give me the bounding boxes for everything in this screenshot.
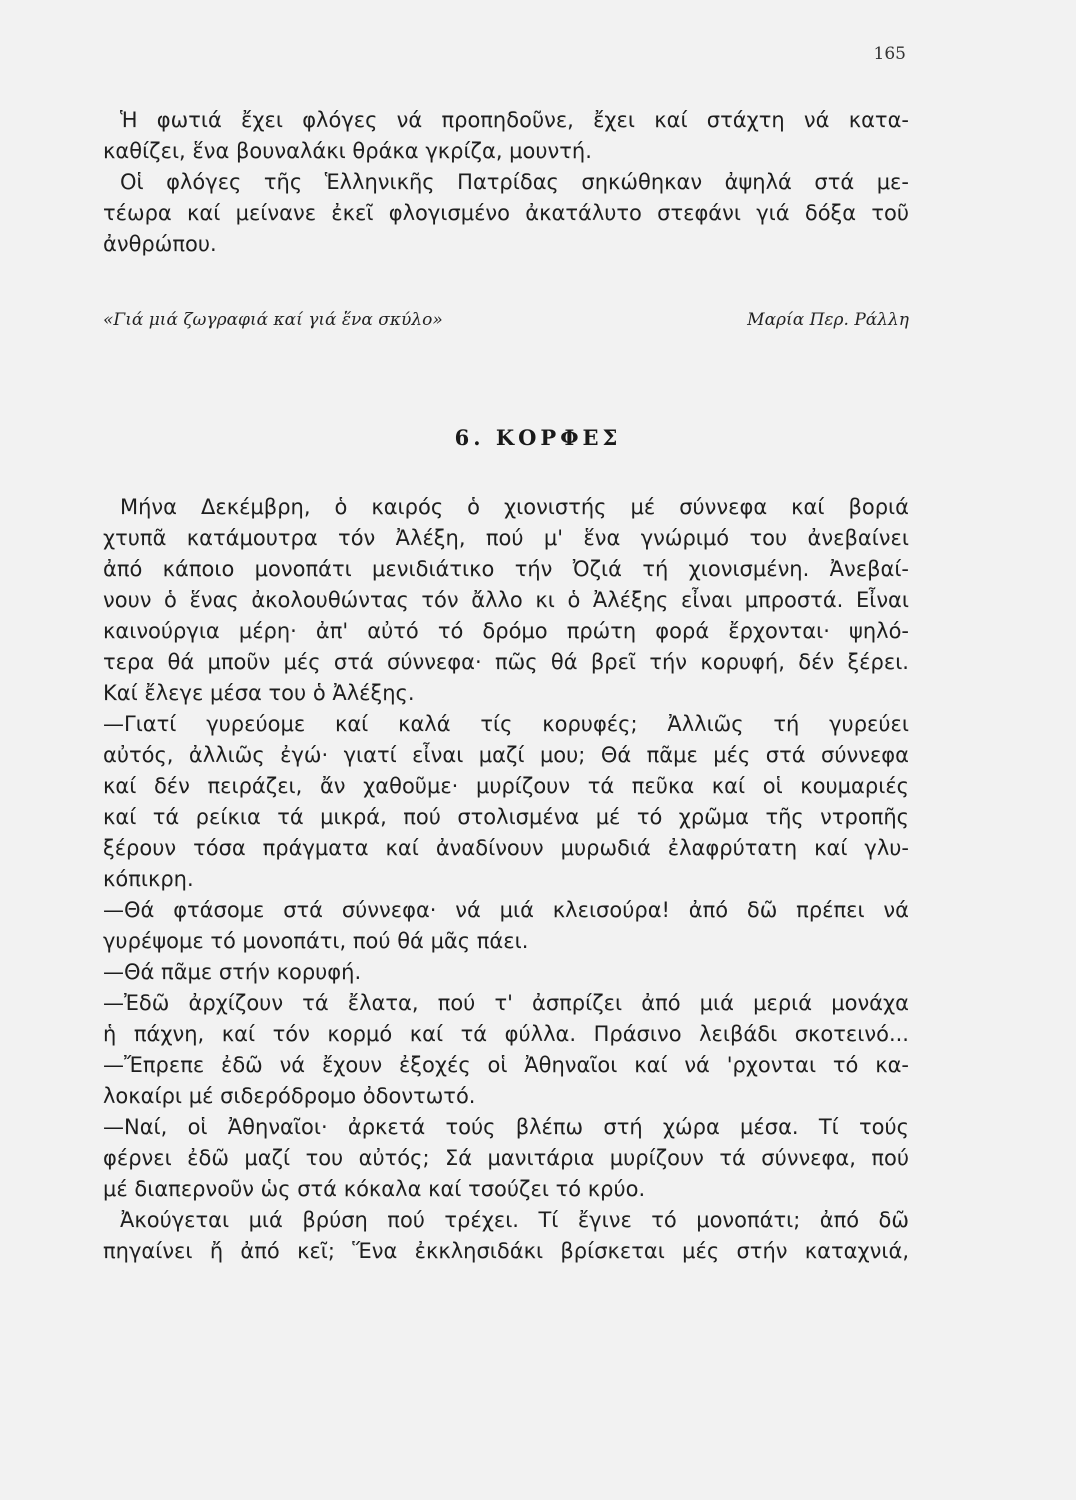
- text-line: νουν ὁ ἕνας ἀκολουθώντας τόν ἄλλο κι ὁ Ἀλέξης εἶναι μπροστά. Εἶναι: [103, 588, 909, 612]
- text-line: καί τά ρείκια τά μικρά, πού στολισμένα μέ τό χρῶμα τῆς ντροπῆς: [103, 805, 909, 829]
- chapter-body: [103, 492, 909, 1267]
- citation-source: «Γιά μιά ζωγραφιά καί γιά ἕνα σκύλο»: [103, 310, 443, 330]
- text-line: Μήνα Δεκέμβρη, ὁ καιρός ὁ χιονιστής μέ σύννεφα καί βοριά: [120, 495, 909, 519]
- text-line: —Θά πᾶμε στήν κορυφή.: [103, 960, 362, 984]
- citation: [103, 310, 909, 330]
- text-line: καί δέν πειράζει, ἄν χαθοῦμε· μυρίζουν τά πεῦκα καί οἱ κουμαριές: [103, 774, 909, 798]
- text-line: τερα θά μποῦν μές στά σύννεφα· πῶς θά βρεῖ τήν κορυφή, δέν ξέρει.: [103, 650, 909, 674]
- citation-author: Μαρία Περ. Ράλλη: [747, 310, 909, 330]
- text-line: φέρνει ἐδῶ μαζί του αὐτός; Σά μανιτάρια μυρίζουν τά σύννεφα, πού: [103, 1146, 909, 1170]
- text-line: ξέρουν τόσα πράγματα καί ἀναδίνουν μυρωδιά ἐλαφρύτατη καί γλυ-: [103, 836, 909, 860]
- text-line: Οἱ φλόγες τῆς Ἑλληνικῆς Πατρίδας σηκώθηκαν ἀψηλά στά με-: [120, 170, 909, 194]
- text-line: καινούργια μέρη· ἀπ' αὐτό τό δρόμο πρώτη φορά ἔρχονται· ψηλό-: [103, 619, 909, 643]
- intro-paragraphs: [103, 105, 909, 260]
- text-line: πηγαίνει ἤ ἀπό κεῖ; Ἕνα ἐκκλησιδάκι βρίσκεται μές στήν καταχνιά,: [103, 1239, 909, 1263]
- page-number: 165: [873, 44, 906, 64]
- text-line: ἡ πάχνη, καί τόν κορμό καί τά φύλλα. Πράσινο λειβάδι σκοτεινό...: [103, 1022, 909, 1046]
- text-line: μέ διαπερνοῦν ὡς στά κόκαλα καί τσούζει τό κρύο.: [103, 1177, 646, 1201]
- text-line: αὐτός, ἀλλιῶς ἐγώ· γιατί εἶναι μαζί μου; Θά πᾶμε μές στά σύννεφα: [103, 743, 909, 767]
- text-line: —Θά φτάσομε στά σύννεφα· νά μιά κλεισούρα! ἀπό δῶ πρέπει νά: [103, 898, 909, 922]
- text-line: καθίζει, ἕνα βουναλάκι θράκα γκρίζα, μουντή.: [103, 139, 592, 163]
- text-line: Καί ἔλεγε μέσα του ὁ Ἀλέξης.: [103, 681, 415, 705]
- text-line: —Ἔπρεπε ἐδῶ νά ἔχουν ἐξοχές οἱ Ἀθηναῖοι καί νά 'ρχονται τό κα-: [103, 1053, 909, 1077]
- text-line: —Γιατί γυρεύομε καί καλά τίς κορυφές; Ἀλλιῶς τή γυρεύει: [103, 712, 909, 736]
- text-line: τέωρα καί μείνανε ἐκεῖ φλογισμένο ἀκατάλυτο στεφάνι γιά δόξα τοῦ: [103, 201, 909, 225]
- text-line: ἀνθρώπου.: [103, 232, 217, 256]
- text-line: χτυπᾶ κατάμουτρα τόν Ἀλέξη, πού μ' ἕνα γνώριμό του ἀνεβαίνει: [103, 526, 909, 550]
- text-line: κόπικρη.: [103, 867, 194, 891]
- text-line: γυρέψομε τό μονοπάτι, πού θά μᾶς πάει.: [103, 929, 529, 953]
- chapter-heading: 6. ΚΟΡΦΕΣ: [454, 425, 622, 450]
- text-line: ἀπό κάποιο μονοπάτι μενιδιάτικο τήν Ὀζιά τή χιονισμένη. Ἀνεβαί-: [103, 557, 909, 581]
- text-line: Ἡ φωτιά ἔχει φλόγες νά προπηδοῦνε, ἔχει καί στάχτη νά κατα-: [120, 108, 909, 132]
- text-line: Ἀκούγεται μιά βρύση πού τρέχει. Τί ἔγινε τό μονοπάτι; ἀπό δῶ: [120, 1208, 909, 1232]
- text-line: λοκαίρι μέ σιδερόδρομο ὀδοντωτό.: [103, 1084, 476, 1108]
- text-line: —Ἐδῶ ἀρχίζουν τά ἔλατα, πού τ' ἀσπρίζει ἀπό μιά μεριά μονάχα: [103, 991, 909, 1015]
- text-line: —Ναί, οἱ Ἀθηναῖοι· ἀρκετά τούς βλέπω στή χώρα μέσα. Τί τούς: [103, 1115, 909, 1139]
